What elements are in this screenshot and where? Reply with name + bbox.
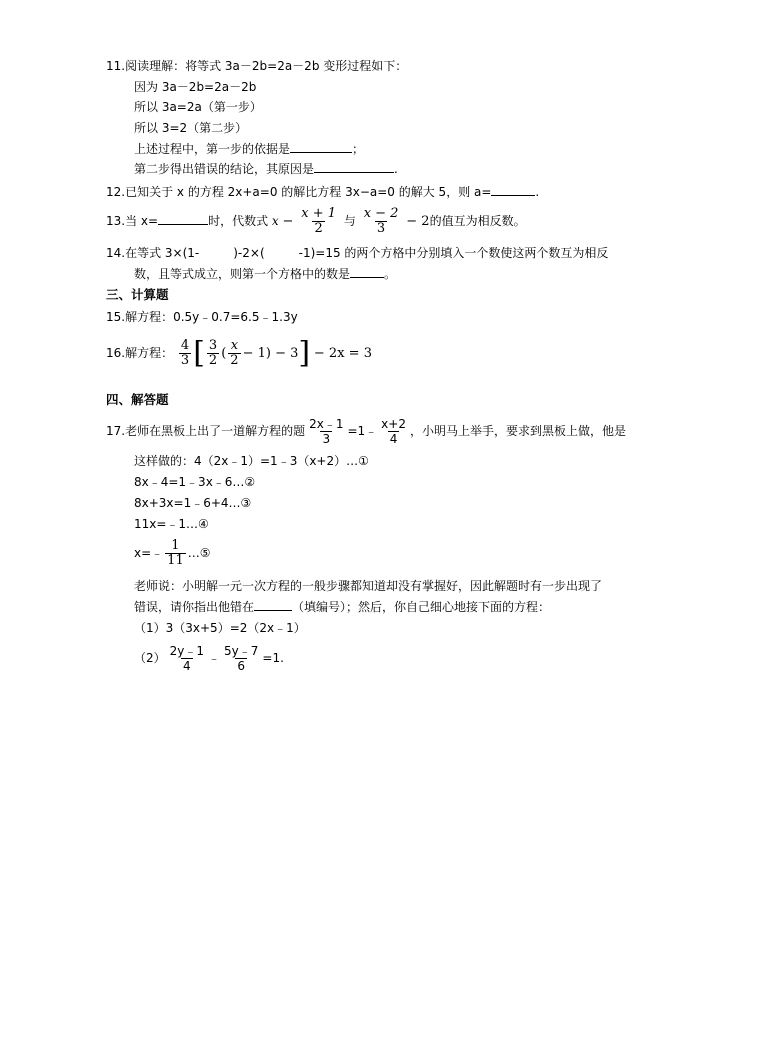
q16-fraction-inner-1-denominator: 2 [208,353,218,368]
q17-teacher-text-a: 错误，请你指出他错在 [134,600,255,614]
q16-line [106,333,372,374]
q17-step-5 [134,536,210,570]
q12-end: . [535,185,540,199]
q17-step-2: 8x﹣4=1﹣3x﹣6…② [134,475,256,489]
q11-stem: 11.阅读理解：将等式 3a－2b=2a－2b 变形过程如下： [106,59,408,73]
q16-tail: − 2x = 3 [313,346,372,361]
q17-answer-blank[interactable] [254,599,292,611]
q11-answer-blank-2[interactable] [314,161,394,173]
q14-text-d: 数，且等式成立，则第一个方格中的数是 [134,267,351,281]
q17-text-a: 17.老师在黑板上出了一道解方程的题 [106,424,306,438]
q14-line-2 [134,266,396,282]
q17-fraction-2-numerator: x+2 [381,417,406,431]
q17-teacher-text-b: （填编号）；然后，你自己细心地接下面的方程： [292,600,551,614]
q13-line [106,203,526,240]
q14-answer-blank[interactable] [350,266,384,278]
q13-fraction-1 [299,207,338,236]
q17-fraction-2 [379,417,408,446]
q17-problem-2-end: =1. [262,651,284,665]
q14-line-1 [106,245,608,261]
q17-step-4: 11x=﹣1…④ [134,517,209,531]
q17-fraction-2-denominator: 4 [389,432,398,446]
q16-fraction-outer [179,339,191,368]
q11-line-1: 因为 3a－2b=2a－2b [134,80,257,94]
q16-fraction-outer-denominator: 3 [180,353,190,368]
q16-fraction-inner-2-denominator: 2 [230,353,239,368]
q11-line-4-text: 上述过程中，第一步的依据是 [134,142,291,156]
q13-minus: − [282,214,294,229]
q17-problem-2-minus: ﹣ [208,651,221,665]
q14-text-e: 。 [384,267,397,281]
q17-problem-2 [134,640,284,676]
q11-line-5 [134,161,398,177]
q13-fraction-2-denominator: 3 [376,221,386,236]
q16-right-bracket: ] [298,335,311,371]
q13-text-end: 的值互为相反数。 [429,214,526,228]
q14-text-b: )-2×( [233,246,265,260]
q13-var-x: x [271,214,279,228]
q17-step-5-text: x=﹣ [134,546,164,560]
q17-problem-2-fraction-1-denominator: 4 [183,659,191,673]
q16-fraction-outer-numerator: 4 [180,338,190,353]
q17-step-5-numerator: 1 [171,538,180,553]
q11-line-5-text: 第二步得出错误的结论，其原因是 [134,162,315,176]
q17-fraction-1-denominator: 3 [322,432,331,446]
q17-step-5-fraction [165,539,186,568]
q17-problem-2-fraction-2-denominator: 6 [237,659,246,673]
q13-and: 与 [343,214,356,228]
q16-label: 16.解方程： [106,346,174,360]
q17-problem-2-fraction-2 [222,644,260,673]
q17-problem-2-fraction-1 [168,644,206,673]
q17-text-c: ，小明马上举手，要求到黑板上做，他是 [409,424,626,438]
q16-left-bracket: [ [193,335,205,371]
q12-text: 12.已知关于 x 的方程 2x+a=0 的解比方程 3x−a=0 的解大 5，则 a= [106,185,492,199]
q11-line-4-end: ； [352,142,365,156]
q17-step-5-denominator: 11 [167,553,184,568]
q11-line-2: 所以 3a=2a（第一步） [134,100,262,114]
q16-fraction-inner-2-numerator: x [230,338,239,353]
section-4-heading: 四、解答题 [106,392,169,407]
q16-fraction-inner-2 [228,339,240,368]
q12-answer-blank[interactable] [491,184,535,196]
q17-teacher-line-2 [134,599,550,615]
section-3-heading: 三、计算题 [106,287,169,302]
q17-problem-2-fraction-2-numerator: 5y﹣7 [224,644,259,658]
q14-text-c: -1)=15 的两个方格中分别填入一个数使这两个数互为相反 [298,246,609,260]
q11-line-4 [134,141,364,157]
q17-step-5-label: …⑤ [187,546,211,560]
q17-problem-2-label: （2） [134,651,166,665]
q13-fraction-1-denominator: 2 [314,221,323,236]
q13-fraction-2 [362,207,401,236]
q16-inner-expression: − 1) − 3 [242,346,299,361]
q13-text-b: 时，代数式 [208,214,269,228]
q13-minus-two: − 2 [406,214,430,229]
q17-problem-2-fraction-1-numerator: 2y﹣1 [169,644,205,658]
q13-fraction-1-numerator: x + 1 [301,206,337,221]
q17-stem [106,414,626,448]
q13-answer-blank[interactable] [158,213,208,225]
q11-line-3: 所以 3=2（第二步） [134,121,248,135]
q16-left-paren: ( [221,346,227,361]
q17-step-3: 8x+3x=1﹣6+4…③ [134,496,252,510]
q16-fraction-inner-1-numerator: 3 [208,338,218,353]
q13-text-a: 13.当 x= [106,214,159,228]
q17-text-b: =1﹣ [347,424,378,438]
q17-problem-1: （1）3（3x+5）=2（2x﹣1） [134,621,306,635]
q17-fraction-1-numerator: 2x﹣1 [309,417,344,431]
q13-fraction-2-numerator: x − 2 [363,206,399,221]
q11-answer-blank-1[interactable] [290,141,352,153]
q15-line: 15.解方程：0.5y﹣0.7=6.5﹣1.3y [106,310,298,324]
q16-fraction-inner-1 [207,339,219,368]
q17-teacher-line-1: 老师说：小明解一元一次方程的一般步骤都知道却没有掌握好，因此解题时有一步出现了 [134,579,603,593]
q17-fraction-1 [307,417,345,446]
q14-text-a: 14.在等式 3×(1- [106,246,200,260]
q11-line-5-end: . [394,162,398,176]
q12-line [106,184,539,200]
q17-step-1: 这样做的：4（2x﹣1）=1﹣3（x+2）…① [134,454,369,468]
